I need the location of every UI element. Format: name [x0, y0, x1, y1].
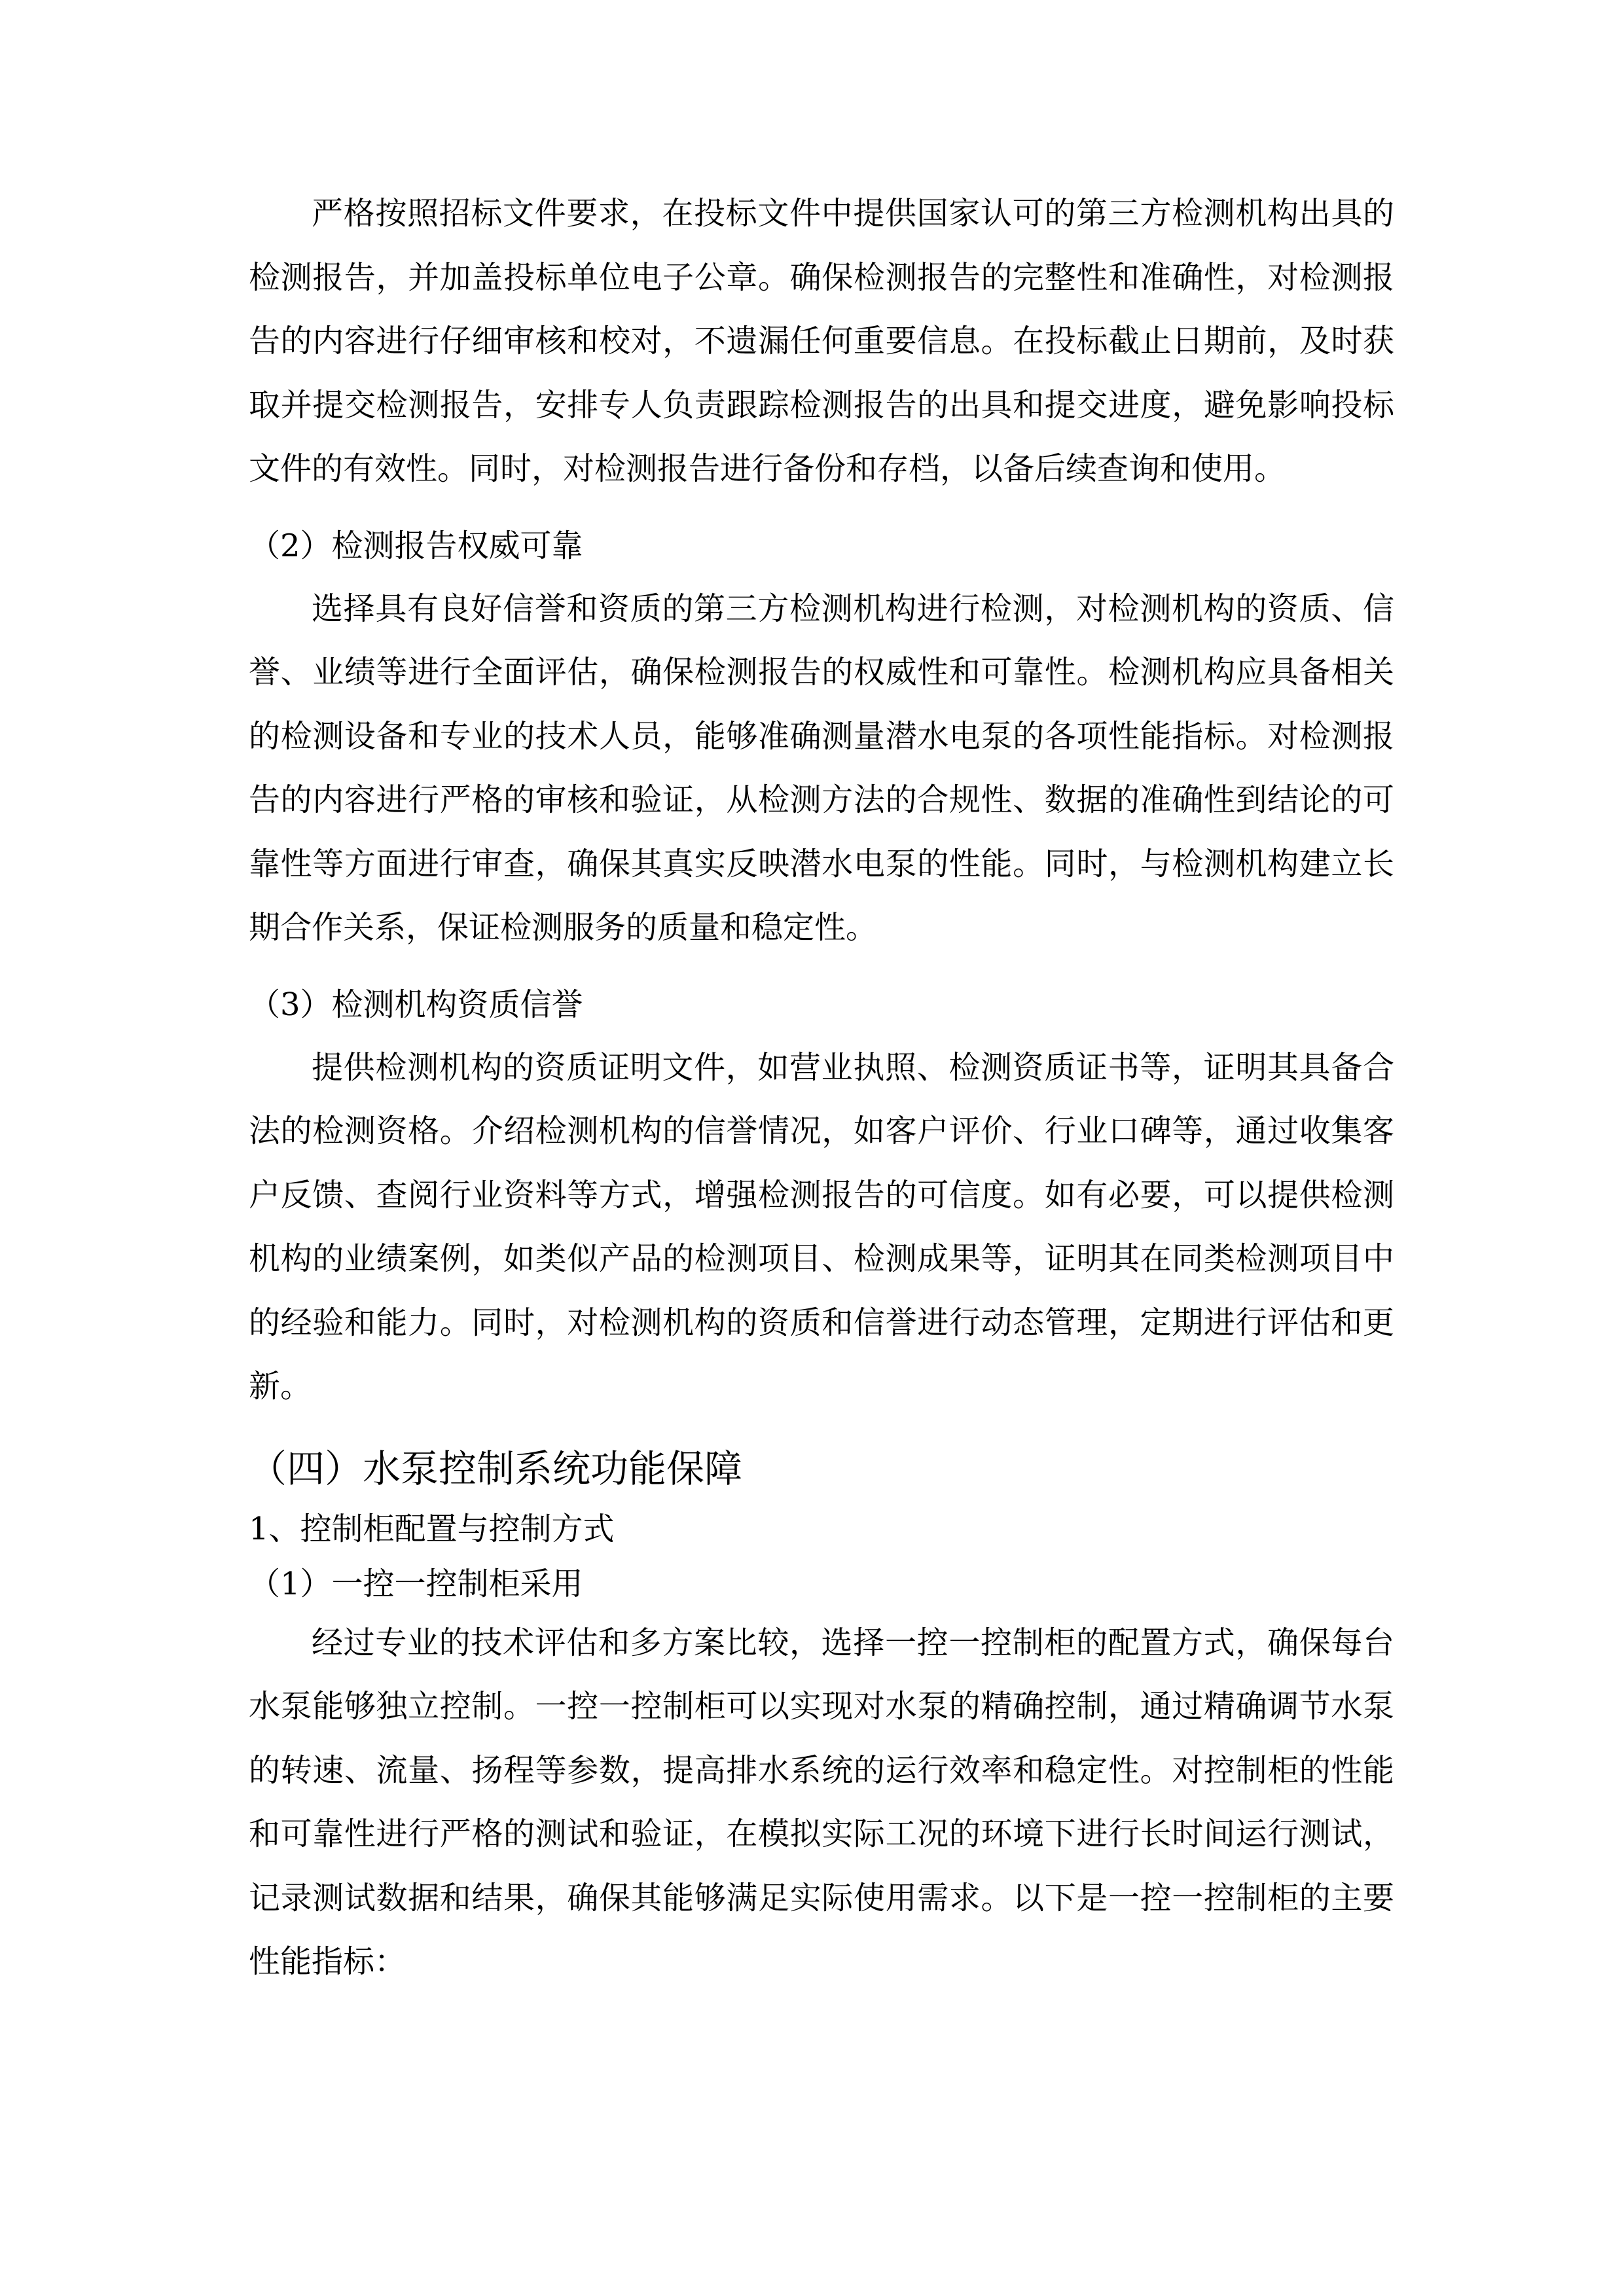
document-page	[249, 182, 1394, 1994]
subheading-report-authority: （2）检测报告权威可靠	[249, 527, 583, 564]
section-heading-pump-control: （四）水泵控制系统功能保障	[249, 1446, 743, 1491]
subheading-agency-qualification: （3）检测机构资质信誉	[249, 986, 583, 1023]
item-heading-cabinet-config: 1、控制柜配置与控制方式	[249, 1510, 615, 1547]
paragraph-report-authority: 选择具有良好信誉和资质的第三方检测机构进行检测，对检测机构的资质、信誉、业绩等进行全面评估，确保检测报告的权威性和可靠性。检测机构应具备相关的检测设备和专业的技术人员，能够准确测量潜水电泵的各项性能指标。对检测报告的内容进行严格的审核和验证，从检测方法的合规性、数据的准确性到结论的可靠性等方面进行审查，确保其真实反映潜水电泵的性能。同时，与检测机构建立长期合作关系，保证检测服务的质量和稳定性。	[249, 590, 1394, 946]
paragraph-one-to-one-cabinet: 经过专业的技术评估和多方案比较，选择一控一控制柜的配置方式，确保每台水泵能够独立控制。一控一控制柜可以实现对水泵的精确控制，通过精确调节水泵的转速、流量、扬程等参数，提高排水系统的运行效率和稳定性。对控制柜的性能和可靠性进行严格的测试和验证，在模拟实际工况的环境下进行长时间运行测试，记录测试数据和结果，确保其能够满足实际使用需求。以下是一控一控制柜的主要性能指标：	[249, 1624, 1394, 1980]
paragraph-agency-qualification: 提供检测机构的资质证明文件，如营业执照、检测资质证书等，证明其具备合法的检测资格。介绍检测机构的信誉情况，如客户评价、行业口碑等，通过收集客户反馈、查阅行业资料等方式，增强检测报告的可信度。如有必要，可以提供检测机构的业绩案例，如类似产品的检测项目、检测成果等，证明其在同类检测项目中的经验和能力。同时，对检测机构的资质和信誉进行动态管理，定期进行评估和更新。	[249, 1049, 1394, 1405]
paragraph-report-submission: 严格按照招标文件要求，在投标文件中提供国家认可的第三方检测机构出具的检测报告，并加盖投标单位电子公章。确保检测报告的完整性和准确性，对检测报告的内容进行仔细审核和校对，不遗漏任何重要信息。在投标截止日期前，及时获取并提交检测报告，安排专人负责跟踪检测报告的出具和提交进度，避免影响投标文件的有效性。同时，对检测报告进行备份和存档，以备后续查询和使用。	[249, 195, 1394, 487]
subheading-one-to-one-cabinet: （1）一控一控制柜采用	[249, 1565, 583, 1602]
